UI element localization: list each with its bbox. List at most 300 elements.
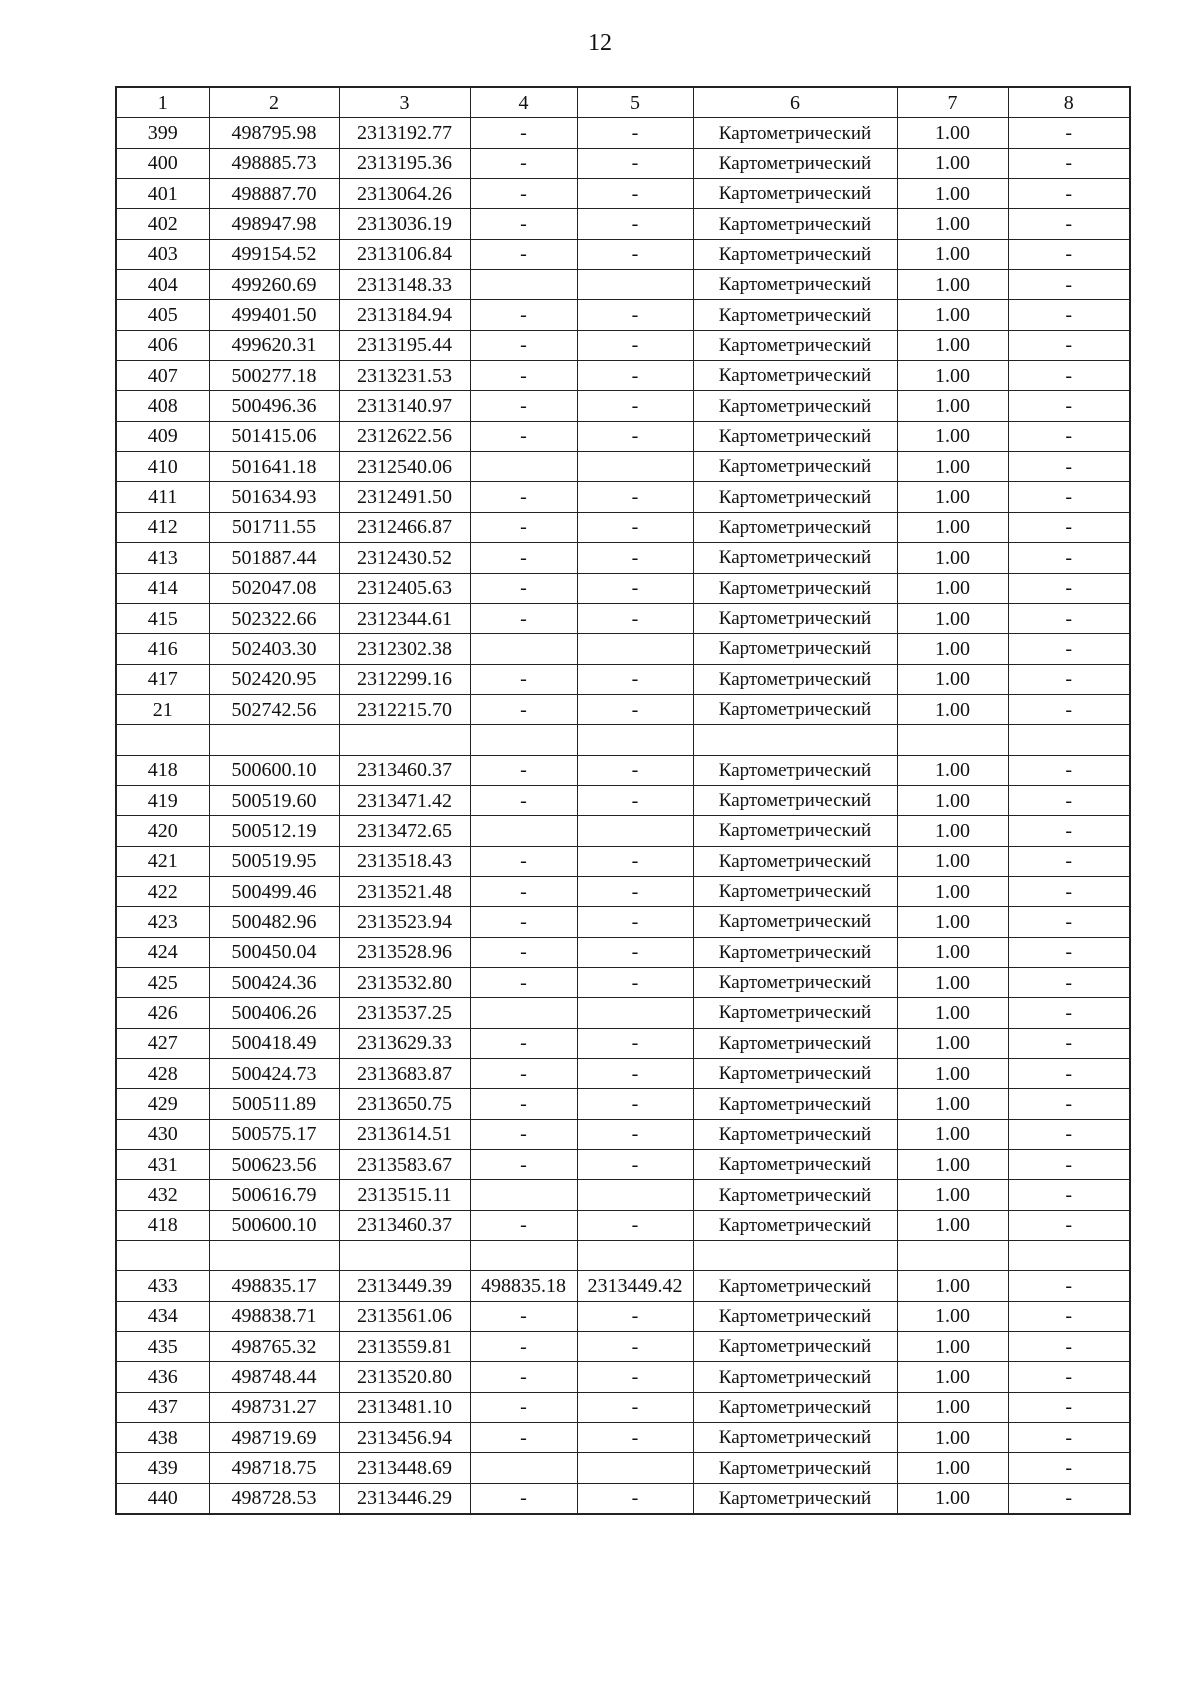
point-number-cell: 408 [116,391,209,421]
description-cell: - [1008,543,1130,573]
method-cell: Картометрический [693,846,897,876]
description-cell: - [1008,1453,1130,1483]
x-coordinate-alt-cell [470,725,577,755]
description-cell [1008,1241,1130,1271]
page-number: 12 [588,30,612,56]
description-cell: - [1008,512,1130,542]
y-coordinate-alt-cell: - [577,664,693,694]
x-coordinate-alt-cell: - [470,421,577,451]
method-cell: Картометрический [693,907,897,937]
accuracy-cell: 1.00 [897,330,1008,360]
description-cell: - [1008,573,1130,603]
point-number-cell: 407 [116,361,209,391]
y-coordinate-alt-cell [577,1453,693,1483]
x-coordinate-cell: 499154.52 [209,239,339,269]
y-coordinate-cell [339,725,470,755]
method-cell: Картометрический [693,876,897,906]
accuracy-cell: 1.00 [897,634,1008,664]
column-header: 5 [577,87,693,118]
x-coordinate-cell: 500519.95 [209,846,339,876]
table-row [116,1059,1130,1089]
y-coordinate-cell: 2312622.56 [339,421,470,451]
method-cell: Картометрический [693,270,897,300]
accuracy-cell: 1.00 [897,876,1008,906]
accuracy-cell: 1.00 [897,543,1008,573]
y-coordinate-alt-cell [577,270,693,300]
description-cell: - [1008,1332,1130,1362]
accuracy-cell: 1.00 [897,603,1008,633]
point-number-cell: 427 [116,1028,209,1058]
x-coordinate-cell: 498731.27 [209,1392,339,1422]
y-coordinate-alt-cell [577,998,693,1028]
accuracy-cell: 1.00 [897,573,1008,603]
x-coordinate-alt-cell [470,998,577,1028]
x-coordinate-alt-cell: - [470,482,577,512]
table-row [116,361,1130,391]
description-cell [1008,725,1130,755]
accuracy-cell: 1.00 [897,148,1008,178]
table-row [116,1119,1130,1149]
accuracy-cell: 1.00 [897,300,1008,330]
point-number-cell [116,1241,209,1271]
point-number-cell: 440 [116,1483,209,1514]
x-coordinate-cell: 498718.75 [209,1453,339,1483]
table-row [116,876,1130,906]
method-cell: Картометрический [693,785,897,815]
method-cell: Картометрический [693,452,897,482]
table-row [116,634,1130,664]
accuracy-cell: 1.00 [897,998,1008,1028]
accuracy-cell [897,725,1008,755]
y-coordinate-alt-cell [577,1241,693,1271]
x-coordinate-alt-cell [470,1241,577,1271]
table-row [116,755,1130,785]
method-cell: Картометрический [693,755,897,785]
y-coordinate-alt-cell: - [577,543,693,573]
x-coordinate-cell: 499260.69 [209,270,339,300]
method-cell: Картометрический [693,967,897,997]
description-cell: - [1008,452,1130,482]
description-cell: - [1008,421,1130,451]
accuracy-cell: 1.00 [897,270,1008,300]
table-row [116,937,1130,967]
table-header-row [116,87,1130,118]
accuracy-cell [897,1241,1008,1271]
description-cell: - [1008,482,1130,512]
accuracy-cell: 1.00 [897,967,1008,997]
x-coordinate-cell: 500600.10 [209,1210,339,1240]
accuracy-cell: 1.00 [897,1271,1008,1301]
method-cell: Картометрический [693,1271,897,1301]
x-coordinate-alt-cell: - [470,543,577,573]
y-coordinate-cell: 2313231.53 [339,361,470,391]
description-cell: - [1008,1119,1130,1149]
table-row-separator [116,725,1130,755]
y-coordinate-cell: 2313481.10 [339,1392,470,1422]
table-body [116,118,1130,1514]
column-header: 8 [1008,87,1130,118]
point-number-cell: 435 [116,1332,209,1362]
accuracy-cell: 1.00 [897,1150,1008,1180]
y-coordinate-cell: 2312430.52 [339,543,470,573]
x-coordinate-cell: 498719.69 [209,1423,339,1453]
table-row [116,543,1130,573]
method-cell: Картометрический [693,816,897,846]
point-number-cell: 404 [116,270,209,300]
method-cell: Картометрический [693,300,897,330]
method-cell: Картометрический [693,1362,897,1392]
x-coordinate-alt-cell: - [470,300,577,330]
point-number-cell: 418 [116,755,209,785]
x-coordinate-alt-cell: - [470,846,577,876]
x-coordinate-cell: 500496.36 [209,391,339,421]
description-cell: - [1008,846,1130,876]
point-number-cell: 412 [116,512,209,542]
description-cell: - [1008,907,1130,937]
table-row [116,330,1130,360]
accuracy-cell: 1.00 [897,755,1008,785]
y-coordinate-alt-cell: - [577,573,693,603]
description-cell: - [1008,270,1130,300]
x-coordinate-alt-cell: - [470,1301,577,1331]
y-coordinate-cell: 2313521.48 [339,876,470,906]
method-cell: Картометрический [693,1392,897,1422]
table-row [116,907,1130,937]
column-header: 4 [470,87,577,118]
table-row [116,1392,1130,1422]
y-coordinate-alt-cell [577,634,693,664]
table-row [116,1453,1130,1483]
table-row [116,391,1130,421]
accuracy-cell: 1.00 [897,482,1008,512]
y-coordinate-cell: 2313140.97 [339,391,470,421]
coordinates-table [115,86,1131,1515]
x-coordinate-alt-cell: - [470,1059,577,1089]
method-cell: Картометрический [693,330,897,360]
point-number-cell: 416 [116,634,209,664]
x-coordinate-alt-cell: - [470,1392,577,1422]
y-coordinate-cell: 2313629.33 [339,1028,470,1058]
x-coordinate-cell: 498947.98 [209,209,339,239]
y-coordinate-cell: 2313518.43 [339,846,470,876]
x-coordinate-alt-cell [470,1453,577,1483]
table-row [116,785,1130,815]
description-cell: - [1008,876,1130,906]
method-cell: Картометрический [693,1059,897,1089]
method-cell: Картометрический [693,1089,897,1119]
x-coordinate-cell: 500450.04 [209,937,339,967]
point-number-cell: 437 [116,1392,209,1422]
x-coordinate-cell: 502322.66 [209,603,339,633]
y-coordinate-cell: 2313064.26 [339,179,470,209]
table-row [116,1089,1130,1119]
x-coordinate-cell: 500418.49 [209,1028,339,1058]
x-coordinate-alt-cell: - [470,118,577,148]
x-coordinate-alt-cell: - [470,603,577,633]
x-coordinate-cell: 501641.18 [209,452,339,482]
x-coordinate-alt-cell: - [470,755,577,785]
y-coordinate-alt-cell: - [577,755,693,785]
description-cell: - [1008,785,1130,815]
x-coordinate-cell: 500406.26 [209,998,339,1028]
method-cell: Картометрический [693,179,897,209]
x-coordinate-alt-cell: - [470,1089,577,1119]
point-number-cell: 406 [116,330,209,360]
point-number-cell: 423 [116,907,209,937]
description-cell: - [1008,1271,1130,1301]
x-coordinate-alt-cell: - [470,694,577,724]
y-coordinate-alt-cell: - [577,361,693,391]
x-coordinate-cell: 500424.73 [209,1059,339,1089]
accuracy-cell: 1.00 [897,452,1008,482]
y-coordinate-cell: 2313036.19 [339,209,470,239]
y-coordinate-cell: 2313523.94 [339,907,470,937]
description-cell: - [1008,118,1130,148]
x-coordinate-cell: 498887.70 [209,179,339,209]
y-coordinate-cell: 2313106.84 [339,239,470,269]
description-cell: - [1008,1180,1130,1210]
column-header: 7 [897,87,1008,118]
point-number-cell: 424 [116,937,209,967]
method-cell: Картометрический [693,421,897,451]
x-coordinate-cell: 500424.36 [209,967,339,997]
method-cell: Картометрический [693,391,897,421]
y-coordinate-cell: 2313614.51 [339,1119,470,1149]
y-coordinate-alt-cell: - [577,1119,693,1149]
accuracy-cell: 1.00 [897,1392,1008,1422]
method-cell: Картометрический [693,1483,897,1514]
y-coordinate-alt-cell: - [577,785,693,815]
point-number-cell: 439 [116,1453,209,1483]
description-cell: - [1008,998,1130,1028]
y-coordinate-cell: 2313184.94 [339,300,470,330]
point-number-cell: 419 [116,785,209,815]
y-coordinate-cell: 2313456.94 [339,1423,470,1453]
x-coordinate-cell: 501415.06 [209,421,339,451]
accuracy-cell: 1.00 [897,816,1008,846]
x-coordinate-alt-cell: - [470,1483,577,1514]
accuracy-cell: 1.00 [897,1210,1008,1240]
y-coordinate-cell: 2313561.06 [339,1301,470,1331]
method-cell: Картометрический [693,1119,897,1149]
y-coordinate-cell: 2313448.69 [339,1453,470,1483]
x-coordinate-alt-cell: - [470,907,577,937]
y-coordinate-alt-cell: - [577,1423,693,1453]
accuracy-cell: 1.00 [897,118,1008,148]
point-number-cell: 400 [116,148,209,178]
method-cell: Картометрический [693,1028,897,1058]
table-row-separator [116,1241,1130,1271]
y-coordinate-cell: 2313148.33 [339,270,470,300]
point-number-cell: 431 [116,1150,209,1180]
y-coordinate-alt-cell: - [577,482,693,512]
x-coordinate-cell: 498728.53 [209,1483,339,1514]
y-coordinate-cell: 2312491.50 [339,482,470,512]
accuracy-cell: 1.00 [897,1119,1008,1149]
point-number-cell: 411 [116,482,209,512]
x-coordinate-alt-cell: - [470,209,577,239]
y-coordinate-cell: 2312466.87 [339,512,470,542]
accuracy-cell: 1.00 [897,361,1008,391]
description-cell: - [1008,1059,1130,1089]
description-cell: - [1008,361,1130,391]
x-coordinate-alt-cell [470,270,577,300]
y-coordinate-alt-cell: - [577,209,693,239]
y-coordinate-cell: 2312540.06 [339,452,470,482]
y-coordinate-cell: 2313650.75 [339,1089,470,1119]
x-coordinate-cell: 500623.56 [209,1150,339,1180]
column-header: 2 [209,87,339,118]
x-coordinate-cell: 501711.55 [209,512,339,542]
description-cell: - [1008,300,1130,330]
y-coordinate-alt-cell: - [577,1210,693,1240]
method-cell: Картометрический [693,512,897,542]
x-coordinate-alt-cell [470,634,577,664]
point-number-cell: 417 [116,664,209,694]
x-coordinate-cell: 500616.79 [209,1180,339,1210]
point-number-cell: 429 [116,1089,209,1119]
accuracy-cell: 1.00 [897,1332,1008,1362]
y-coordinate-alt-cell: - [577,907,693,937]
accuracy-cell: 1.00 [897,391,1008,421]
accuracy-cell: 1.00 [897,512,1008,542]
x-coordinate-cell: 500499.46 [209,876,339,906]
x-coordinate-cell: 501634.93 [209,482,339,512]
y-coordinate-cell: 2313460.37 [339,1210,470,1240]
point-number-cell: 413 [116,543,209,573]
y-coordinate-alt-cell: - [577,330,693,360]
table-row [116,482,1130,512]
point-number-cell: 426 [116,998,209,1028]
method-cell: Картометрический [693,482,897,512]
x-coordinate-cell: 498765.32 [209,1332,339,1362]
table-row [116,452,1130,482]
description-cell: - [1008,694,1130,724]
description-cell: - [1008,937,1130,967]
x-coordinate-alt-cell [470,816,577,846]
y-coordinate-cell: 2312299.16 [339,664,470,694]
y-coordinate-alt-cell: - [577,1028,693,1058]
x-coordinate-alt-cell: - [470,785,577,815]
description-cell: - [1008,148,1130,178]
x-coordinate-cell: 498885.73 [209,148,339,178]
point-number-cell: 421 [116,846,209,876]
y-coordinate-alt-cell: - [577,239,693,269]
x-coordinate-alt-cell: - [470,179,577,209]
table-row [116,1180,1130,1210]
y-coordinate-alt-cell: - [577,1059,693,1089]
y-coordinate-cell: 2313515.11 [339,1180,470,1210]
description-cell: - [1008,664,1130,694]
x-coordinate-cell: 502047.08 [209,573,339,603]
y-coordinate-alt-cell: - [577,967,693,997]
x-coordinate-alt-cell: - [470,1119,577,1149]
y-coordinate-alt-cell: 2313449.42 [577,1271,693,1301]
x-coordinate-alt-cell: - [470,664,577,694]
x-coordinate-cell: 500600.10 [209,755,339,785]
x-coordinate-cell: 500511.89 [209,1089,339,1119]
table-row [116,1210,1130,1240]
description-cell: - [1008,1028,1130,1058]
y-coordinate-cell: 2313528.96 [339,937,470,967]
x-coordinate-alt-cell: - [470,1362,577,1392]
method-cell: Картометрический [693,1210,897,1240]
y-coordinate-cell: 2313472.65 [339,816,470,846]
table-row [116,239,1130,269]
x-coordinate-cell: 498835.17 [209,1271,339,1301]
description-cell: - [1008,1423,1130,1453]
method-cell: Картометрический [693,937,897,967]
y-coordinate-alt-cell: - [577,1362,693,1392]
x-coordinate-cell: 500482.96 [209,907,339,937]
table-row [116,1483,1130,1514]
description-cell: - [1008,1089,1130,1119]
x-coordinate-cell: 501887.44 [209,543,339,573]
accuracy-cell: 1.00 [897,907,1008,937]
y-coordinate-alt-cell: - [577,1089,693,1119]
table-row [116,573,1130,603]
description-cell: - [1008,967,1130,997]
x-coordinate-cell: 498838.71 [209,1301,339,1331]
point-number-cell: 415 [116,603,209,633]
accuracy-cell: 1.00 [897,664,1008,694]
point-number-cell: 418 [116,1210,209,1240]
y-coordinate-alt-cell: - [577,1332,693,1362]
y-coordinate-cell: 2313532.80 [339,967,470,997]
table-row [116,421,1130,451]
y-coordinate-cell: 2312302.38 [339,634,470,664]
description-cell: - [1008,239,1130,269]
table-row [116,148,1130,178]
x-coordinate-alt-cell: - [470,1150,577,1180]
method-cell: Картометрический [693,664,897,694]
point-number-cell: 436 [116,1362,209,1392]
x-coordinate-alt-cell: - [470,148,577,178]
y-coordinate-alt-cell: - [577,512,693,542]
x-coordinate-cell: 502742.56 [209,694,339,724]
y-coordinate-alt-cell [577,1180,693,1210]
description-cell: - [1008,330,1130,360]
x-coordinate-cell: 498795.98 [209,118,339,148]
method-cell: Картометрический [693,1301,897,1331]
table-row [116,664,1130,694]
description-cell: - [1008,209,1130,239]
description-cell: - [1008,1362,1130,1392]
y-coordinate-cell: 2313537.25 [339,998,470,1028]
y-coordinate-cell: 2313195.44 [339,330,470,360]
method-cell: Картометрический [693,603,897,633]
table-row [116,603,1130,633]
x-coordinate-alt-cell: - [470,1423,577,1453]
y-coordinate-cell: 2313446.29 [339,1483,470,1514]
table-row [116,1271,1130,1301]
method-cell [693,725,897,755]
method-cell: Картометрический [693,1180,897,1210]
accuracy-cell: 1.00 [897,1453,1008,1483]
method-cell: Картометрический [693,1150,897,1180]
table-row [116,1423,1130,1453]
point-number-cell [116,725,209,755]
table-row [116,998,1130,1028]
column-header: 3 [339,87,470,118]
accuracy-cell: 1.00 [897,179,1008,209]
x-coordinate-alt-cell: - [470,330,577,360]
y-coordinate-cell: 2313192.77 [339,118,470,148]
x-coordinate-cell: 499401.50 [209,300,339,330]
x-coordinate-alt-cell: - [470,937,577,967]
table-row [116,512,1130,542]
y-coordinate-alt-cell: - [577,421,693,451]
